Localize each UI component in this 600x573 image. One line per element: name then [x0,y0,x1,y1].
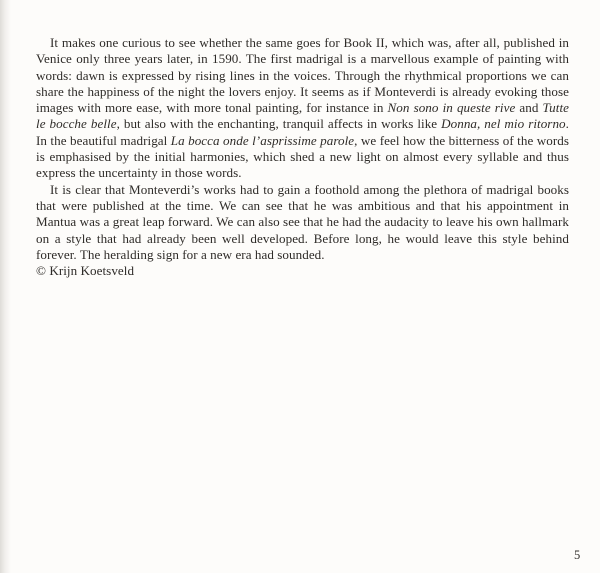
work-title-italic: Tutte le bocche belle [36,100,569,132]
credit-line: © Krijn Koetsveld [36,263,135,279]
page-number: 5 [574,548,581,562]
text-segment: It makes one curious to see whether the same goes for Book II, which was, after all, published in Venice only three years later, in 1590. The first madrigal is a marvellous example of painting with words: dawn is expressed by rising lines in the voices. Through the rhythmical proportions we can share the happiness of the night the lovers enjoy. It seems as if Monteverdi is already evoking those images with more ease, with more tonal painting, for instance in [36,35,569,116]
text-segment: It is clear that Monteverdi’s works had to gain a foothold among the plethora of madrigal books that were published at the time. We can see that he was ambitious and that his appointment in Mantua was a great leap forward. We can also see that he had the audacity to leave his own hallmark on a style that had already been well developed. Before long, he would leave this style behind forever. The heralding sign for a new era had sounded. [36,181,569,262]
text-segment: and [515,100,543,116]
work-title-italic: Donna, nel mio ritorno [441,116,566,132]
work-title-italic: La bocca onde l’asprissime parole [170,132,355,148]
text-segment: . In the beautiful madrigal [36,116,569,148]
text-block [36,35,569,279]
paragraph [36,35,569,182]
text-segment: , but also with the enchanting, tranquil affects in works like [116,116,442,132]
scan-edge-shadow [0,0,11,573]
work-title-italic: Non sono in queste rive [387,100,516,116]
paragraph [36,182,569,263]
text-segment: , we feel how the bitterness of the words is emphasised by the initial harmonies, which shed a new light on almost every syllable and thus express the uncertainty in those words. [36,132,569,181]
